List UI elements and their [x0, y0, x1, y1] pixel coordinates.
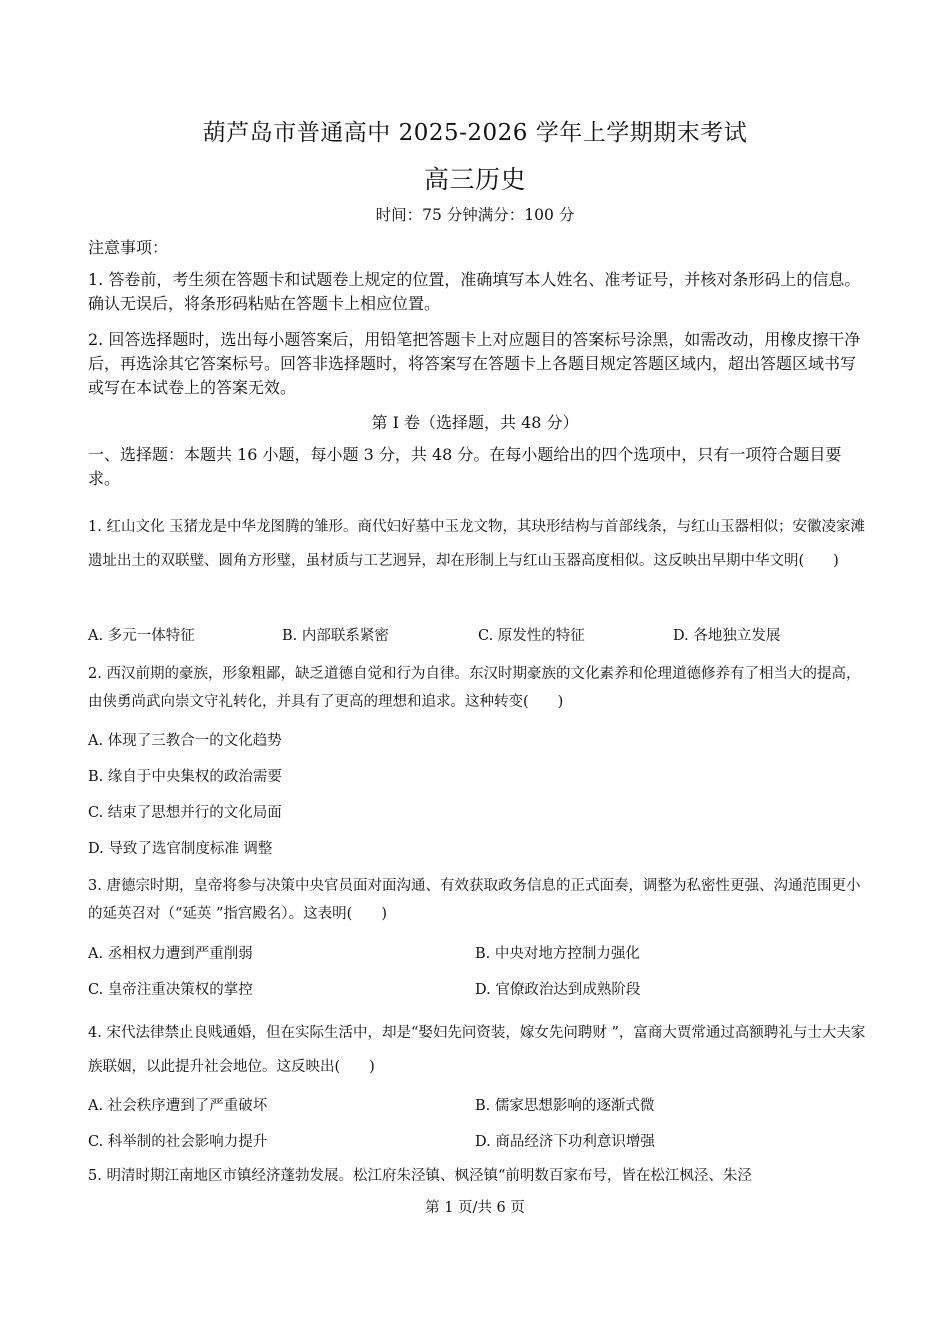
question-1-option-b: B. 内部联系紧密 [282, 628, 389, 644]
question-1-option-c: C. 原发性的特征 [478, 628, 585, 644]
question-1-option-a: A. 多元一体特征 [88, 628, 195, 644]
question-4-option-a: A. 社会秩序遭到了严重破坏 [88, 1098, 268, 1114]
question-1-stem: 1. 红山文化 玉猪龙是中华龙图腾的雏形。商代妇好墓中玉龙文物，其玦形结构与首部线条，与红山玉器相似；安徽凌家滩遗址出土的双联璧、圆角方形璧，虽材质与工艺迥异，却在形制上与红山玉器高度相似。这反映出早期中华文明( ) [88, 519, 866, 569]
question-3-option-c: C. 皇帝注重决策权的掌控 [88, 982, 253, 998]
section-title: 第 I 卷（选择题，共 48 分） [371, 413, 579, 432]
question-3-option-d: D. 官僚政治达到成熟阶段 [475, 982, 641, 998]
question-4-stem: 4. 宋代法律禁止良贱通婚，但在实际生活中，却是“娶妇先问资装，嫁女先问聘财 ”，富商大贾常通过高额聘礼与士大夫家族联姻，以此提升社会地位。这反映出( ) [88, 1025, 866, 1075]
question-2-option-b: B. 缘自于中央集权的政治需要 [88, 769, 282, 785]
question-1-option-d: D. 各地独立发展 [673, 628, 781, 644]
exam-subject: 高三历史 [423, 165, 526, 194]
exam-title: 葫芦岛市普通高中 2025-2026 学年上学期期末考试 [202, 120, 748, 146]
question-5-stem: 5. 明清时期江南地区市镇经济蓬勃发展。松江府朱泾镇、枫泾镇“前明数百家布号，皆在松江枫泾、朱泾 [88, 1168, 752, 1184]
question-4-option-d: D. 商品经济下功利意识增强 [475, 1134, 655, 1150]
question-3-option-b: B. 中央对地方控制力强化 [475, 946, 640, 962]
question-2-option-a: A. 体现了三教合一的文化趋势 [88, 733, 282, 749]
question-4-option-c: C. 科举制的社会影响力提升 [88, 1134, 268, 1150]
question-3-stem: 3. 唐德宗时期，皇帝将参与决策中央官员面对面沟通、有效获取政务信息的正式面奏，调整为私密性更强、沟通范围更小的延英召对（“延英 ”指宫殿名）。这表明( ) [88, 878, 861, 922]
section-instruction: 一、选择题：本题共 16 小题，每小题 3 分，共 48 分。在每小题给出的四个选项中，只有一项符合题目要求。 [88, 445, 842, 488]
question-2-option-c: C. 结束了思想并行的文化局面 [88, 805, 282, 821]
question-3-option-a: A. 丞相权力遭到严重削弱 [88, 946, 253, 962]
note-item-2: 2. 回答选择题时，选出每小题答案后，用铅笔把答题卡上对应题目的答案标号涂黑，如需改动，用橡皮擦干净后，再选涂其它答案标号。回答非选择题时，将答案写在答题卡上各题目规定答题区域内，超出答题区域书写或写在本试卷上的答案无效。 [88, 330, 861, 397]
question-4-option-b: B. 儒家思想影响的逐渐式微 [475, 1098, 655, 1114]
notes-heading: 注意事项： [88, 238, 169, 257]
page-footer: 第 1 页/共 6 页 [425, 1200, 525, 1216]
exam-time-score: 时间：75 分钟满分：100 分 [375, 206, 575, 224]
question-2-stem: 2. 西汉前期的豪族，形象粗鄙，缺乏道德自觉和行为自律。东汉时期豪族的文化素养和伦理道德修养有了相当大的提高，由侠勇尚武向崇文守礼转化，并具有了更高的理想和追求。这种转变( ) [88, 666, 861, 710]
note-item-1: 1. 答卷前，考生须在答题卡和试题卷上规定的位置，准确填写本人姓名、准考证号，并核对条形码上的信息。确认无误后，将条形码粘贴在答题卡上相应位置。 [88, 270, 861, 313]
question-2-option-d: D. 导致了选官制度标准 调整 [88, 841, 273, 857]
